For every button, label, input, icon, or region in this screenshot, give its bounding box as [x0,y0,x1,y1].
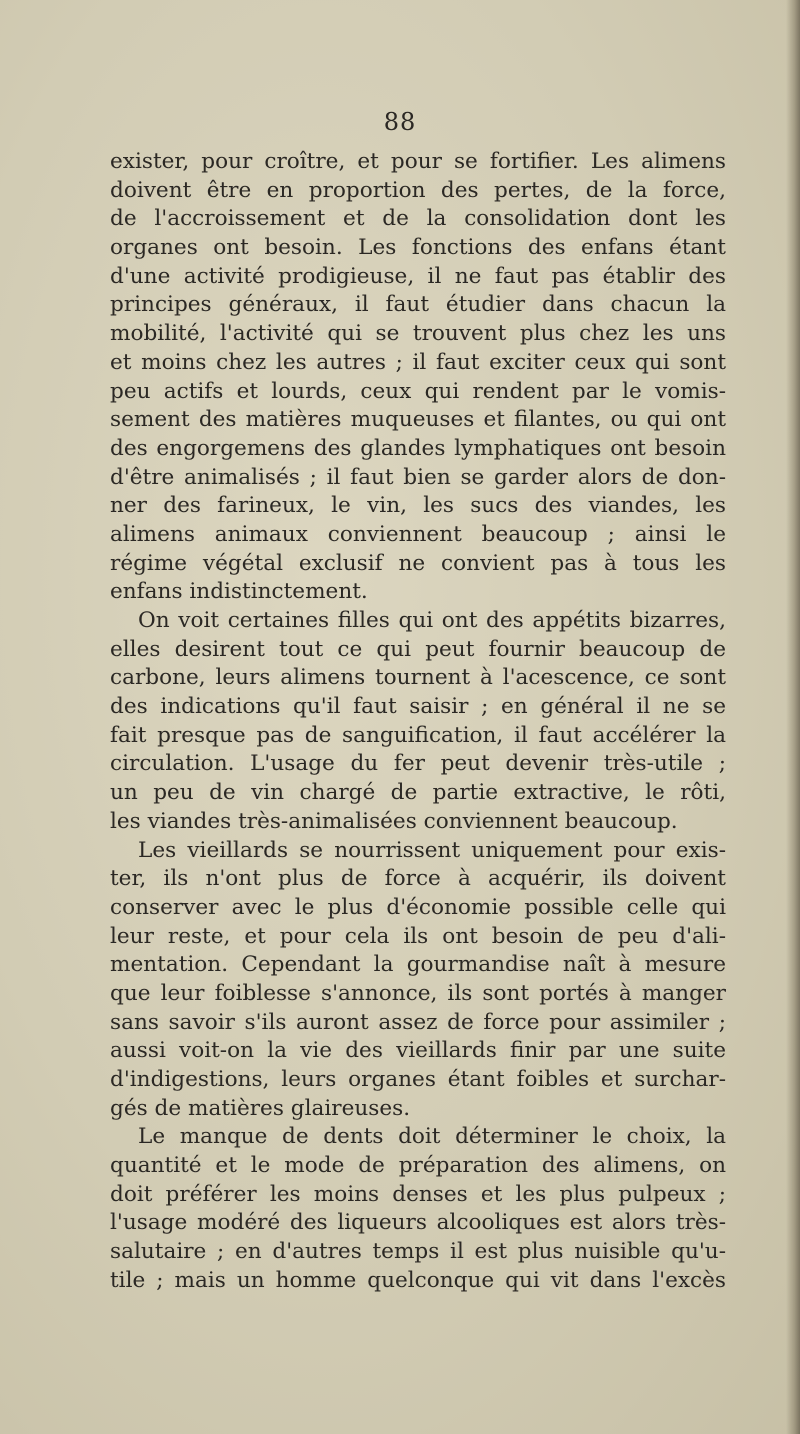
page-number: 88 [383,108,417,136]
text-line: et moins chez les autres ; il faut exciter ceux qui sont [110,349,726,375]
text-line: des engorgemens des glandes lymphatiques ont besoin [110,435,726,461]
text-line: doit préférer les moins denses et les plus pulpeux ; [110,1181,726,1207]
text-line: salutaire ; en d'autres temps il est plus nuisible qu'u- [110,1239,726,1265]
text-line: gés de matières glaireuses. [110,1095,411,1121]
text-line: mobilité, l'activité qui se trouvent plus chez les uns [110,321,726,347]
text-line: de l'accroissement et de la consolidation dont les [110,206,726,232]
text-line: Les vieillards se nourrissent uniquement pour exis- [138,837,726,863]
text-line: régime végétal exclusif ne convient pas à tous les [110,550,726,576]
page-edge-shadow [786,0,800,1434]
text-line: quantité et le mode de préparation des alimens, on [110,1153,726,1179]
text-line: mentation. Cependant la gourmandise naît à mesure [110,952,726,978]
text-line: tile ; mais un homme quelconque qui vit dans l'excès [110,1267,726,1293]
text-line: ner des farineux, le vin, les sucs des viandes, les [110,493,726,519]
text-line: d'être animalisés ; il faut bien se garder alors de don- [110,464,726,490]
text-line: sans savoir s'ils auront assez de force pour assimiler ; [110,1009,726,1035]
text-line: Le manque de dents doit déterminer le choix, la [138,1124,726,1150]
text-line: que leur foiblesse s'annonce, ils sont portés à manger [110,980,726,1006]
text-line: alimens animaux conviennent beaucoup ; ainsi le [110,521,726,547]
text-line: On voit certaines filles qui ont des appétits bizarres, [138,608,726,633]
text-line: principes généraux, il faut étudier dans chacun la [110,292,726,318]
body-text [110,148,726,1296]
text-line: fait presque pas de sanguification, il faut accélérer la [110,722,726,748]
text-line: enfans indistinctement. [110,579,368,605]
text-line: sement des matières muqueuses et filantes, ou qui ont [110,407,726,433]
text-line: d'une activité prodigieuse, il ne faut pas établir des [110,263,726,289]
text-line: circulation. L'usage du fer peut devenir très-utile ; [110,751,726,777]
text-line: ter, ils n'ont plus de force à acquérir, ils doivent [110,866,726,892]
text-line: des indications qu'il faut saisir ; en général il ne se [110,694,726,720]
text-line: l'usage modéré des liqueurs alcooliques est alors très- [110,1210,726,1236]
text-line: organes ont besoin. Les fonctions des enfans étant [110,235,726,261]
text-line: exister, pour croître, et pour se fortifier. Les alimens [110,149,726,174]
text-line: les viandes très-animalisées conviennent beaucoup. [110,808,678,834]
text-line: elles desirent tout ce qui peut fournir beaucoup de [110,636,726,662]
text-line: aussi voit-on la vie des vieillards finir par une suite [110,1038,726,1064]
text-line: d'indigestions, leurs organes étant foibles et surchar- [110,1067,726,1092]
text-line: doivent être en proportion des pertes, de la force, [110,177,726,203]
text-line: conserver avec le plus d'économie possible celle qui [110,894,726,920]
text-line: peu actifs et lourds, ceux qui rendent par le vomis- [110,378,726,404]
text-line: carbone, leurs alimens tournent à l'acescence, ce sont [110,665,726,691]
text-line: un peu de vin chargé de partie extractive, le rôti, [110,780,726,806]
text-line: leur reste, et pour cela ils ont besoin de peu d'ali- [110,923,726,949]
